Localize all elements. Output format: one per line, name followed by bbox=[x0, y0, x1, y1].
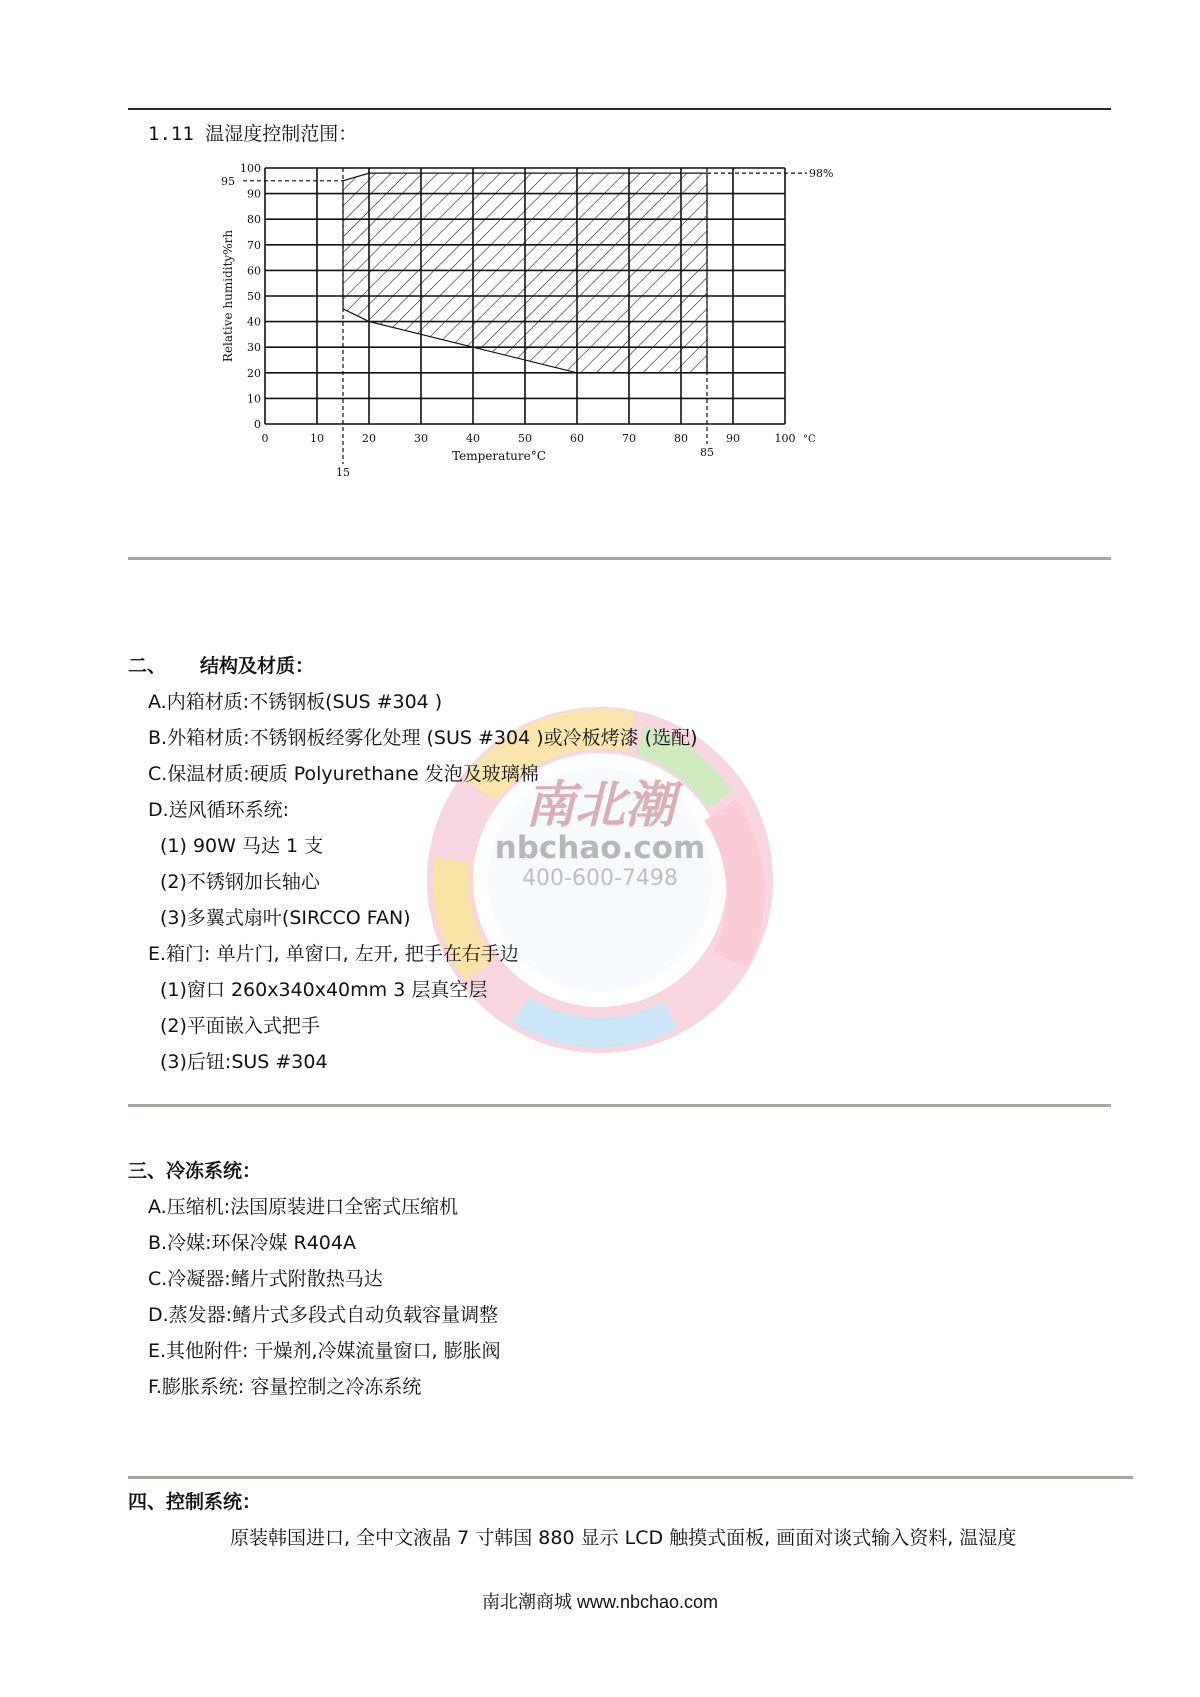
humidity-temperature-chart bbox=[221, 162, 925, 533]
x-tick-label: 90 bbox=[726, 432, 740, 445]
x-tick-label: 10 bbox=[310, 432, 324, 445]
x-unit-label: °C bbox=[803, 434, 816, 445]
list-item: E.箱门: 单片门, 单窗口, 左开, 把手在右手边 bbox=[148, 943, 519, 965]
y-tick-label: 70 bbox=[247, 238, 261, 252]
x-tick-label: 100 bbox=[774, 432, 796, 445]
y-axis-title: Relative humidity%rh bbox=[221, 229, 235, 363]
y-tick-label: 40 bbox=[247, 315, 261, 329]
top-rule bbox=[128, 108, 1111, 110]
annotation-x-85: 85 bbox=[700, 446, 714, 459]
annotation-x-15: 15 bbox=[336, 466, 350, 479]
control-range-region bbox=[343, 173, 707, 373]
list-item: D.送风循环系统: bbox=[148, 799, 290, 821]
x-tick-label: 30 bbox=[414, 432, 428, 445]
list-item: A.内箱材质:不锈钢板(SUS #304 ) bbox=[148, 691, 443, 713]
list-item: (1)窗口 260x340x40mm 3 层真空层 bbox=[160, 979, 488, 1001]
section-2-title: 结构及材质： bbox=[200, 655, 315, 677]
list-item: E.其他附件: 干燥剂,冷媒流量窗口, 膨胀阀 bbox=[148, 1340, 501, 1362]
y-tick-label: 0 bbox=[254, 418, 261, 431]
y-tick-label: 100 bbox=[240, 162, 261, 175]
watermark-domain: nbchao.com bbox=[494, 830, 706, 866]
list-item: C.冷凝器:鳍片式附散热马达 bbox=[148, 1268, 383, 1290]
section-3-title: 三、冷冻系统： bbox=[128, 1160, 262, 1182]
watermark-brand: 南北潮 bbox=[525, 775, 675, 834]
y-tick-label: 30 bbox=[247, 341, 261, 355]
x-axis-title: Temperature°C bbox=[452, 449, 546, 463]
y-tick-label: 90 bbox=[247, 187, 261, 201]
divider-1 bbox=[128, 557, 1111, 560]
list-item: (2)平面嵌入式把手 bbox=[160, 1015, 320, 1037]
annotation-98: 98% bbox=[809, 167, 834, 181]
list-item: C.保温材质:硬质 Polyurethane 发泡及玻璃棉 bbox=[148, 763, 539, 785]
page-footer: 南北潮商城 www.nbchao.com bbox=[481, 1592, 719, 1612]
list-item: (3)后钮:SUS #304 bbox=[160, 1051, 328, 1073]
x-tick-label: 60 bbox=[570, 432, 584, 445]
list-item: F.膨胀系统: 容量控制之冷冻系统 bbox=[148, 1376, 422, 1398]
y-tick-label: 80 bbox=[247, 213, 261, 227]
list-item: B.冷媒:环保冷媒 R404A bbox=[148, 1232, 356, 1254]
x-tick-label: 80 bbox=[674, 432, 688, 445]
watermark-phone: 400-600-7498 bbox=[522, 866, 678, 891]
divider-3 bbox=[128, 1476, 1133, 1479]
divider-2 bbox=[128, 1104, 1111, 1107]
y-tick-label: 50 bbox=[247, 290, 261, 303]
list-item: B.外箱材质:不锈钢板经雾化处理 (SUS #304 )或冷板烤漆 (选配) bbox=[148, 727, 698, 749]
x-tick-label: 20 bbox=[362, 432, 376, 445]
x-tick-label: 70 bbox=[622, 432, 636, 445]
list-item: (1) 90W 马达 1 支 bbox=[160, 835, 324, 857]
section-4-body: 原装韩国进口, 全中文液晶 7 寸韩国 880 显示 LCD 触摸式面板, 画面对谈式输入资料, 温湿度 bbox=[230, 1527, 1017, 1549]
annotation-95: 95 bbox=[221, 174, 235, 188]
list-item: (3)多翼式扇叶(SIRCCO FAN) bbox=[160, 907, 411, 929]
x-tick-label: 0 bbox=[261, 432, 269, 445]
section-4-title: 四、控制系统： bbox=[128, 1491, 262, 1513]
y-tick-label: 10 bbox=[247, 392, 261, 406]
x-tick-label: 50 bbox=[518, 432, 532, 445]
x-tick-label: 40 bbox=[466, 432, 480, 445]
list-item: D.蒸发器:鳍片式多段式自动负载容量调整 bbox=[148, 1304, 499, 1326]
list-item: A.压缩机:法国原装进口全密式压缩机 bbox=[148, 1196, 459, 1218]
y-tick-label: 60 bbox=[247, 264, 261, 278]
y-tick-label: 20 bbox=[247, 366, 261, 380]
list-item: (2)不锈钢加长轴心 bbox=[160, 871, 320, 893]
section-1-11-title: 1.11 温湿度控制范围： bbox=[148, 123, 358, 145]
section-2-number: 二、 bbox=[128, 655, 167, 677]
